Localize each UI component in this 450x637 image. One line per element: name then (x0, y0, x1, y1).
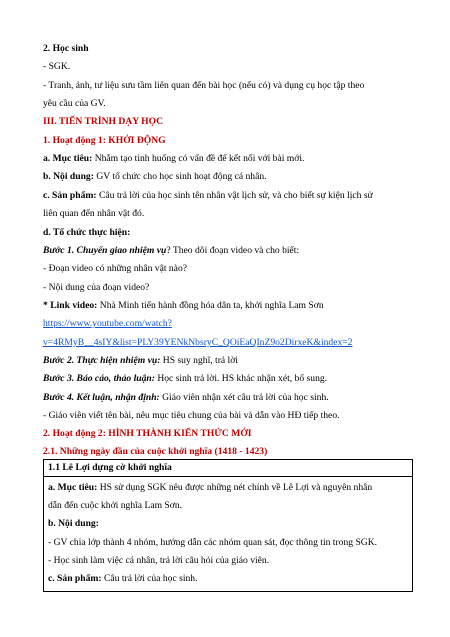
activity1-title: 1. Hoạt động 1: KHỞI ĐỘNG (43, 135, 166, 146)
table-muc-tieu-cont: dẫn đến cuộc khởi nghĩa Lam Sơn. (48, 500, 183, 511)
table-san-pham: c. Sản phẩm: Câu trả lời của học sinh. (48, 573, 198, 584)
activity1-to-chuc: d. Tổ chức thực hiện: (43, 227, 131, 238)
table-header: 1.1 Lê Lợi dựng cờ khởi nghĩa (48, 462, 172, 473)
activity2-subtitle: 2.1. Những ngày đầu của cuộc khởi nghĩa (1418 - 1423) (43, 446, 268, 457)
content-table (43, 459, 413, 592)
step1: Bước 1. Chuyển giao nhiệm vụ? Theo dõi đoạn video và cho biết: (43, 245, 300, 256)
activity1-san-pham: c. Sản phẩm: Câu trả lời của học sinh tên nhân vật lịch sử, và cho biết sự kiện lịch sử (43, 190, 373, 201)
activity1-noi-dung: b. Nội dung: GV tổ chức cho học sinh hoạt động cá nhân. (43, 171, 267, 182)
step1-question1: - Đoạn video có những nhân vật nào? (43, 263, 187, 274)
table-noi-dung-line1: - GV chia lớp thành 4 nhóm, hướng dẫn các nhóm quan sát, đọc thông tin trong SGK. (48, 537, 378, 548)
step1-question2: - Nội dung của đoạn video? (43, 282, 150, 293)
step3: Bước 3. Báo cáo, thảo luận: Học sinh trả lời. HS khác nhận xét, bổ sung. (43, 373, 328, 384)
step4: Bước 4. Kết luận, nhận định: Giáo viên nhận xét câu trả lời của học sinh. (43, 392, 329, 403)
teacher-note: - Giáo viên viết tên bài, nêu mục tiêu chung của bài và dẫn vào HĐ tiếp theo. (43, 410, 340, 421)
table-muc-tieu: a. Mục tiêu: HS sử dụng SGK nêu được những nét chính về Lê Lợi và nguyên nhân (48, 482, 373, 493)
activity1-muc-tieu: a. Mục tiêu: Nhằm tạo tình huống có vấn đề để kết nối với bài mới. (43, 153, 305, 164)
table-noi-dung-line2: - Học sinh làm việc cá nhân, trả lời câu hỏi của giáo viên. (48, 555, 270, 566)
section-tien-trinh: III. TIẾN TRÌNH DẠY HỌC (43, 116, 164, 127)
hoc-sinh-tranh-line1: - Tranh, ảnh, tư liệu sưu tầm liên quan đến bài học (nếu có) và dụng cụ học tập theo (43, 80, 365, 91)
video-url-line1[interactable]: https://www.youtube.com/watch? (43, 318, 172, 329)
video-url-line2[interactable]: v=4RMyB__4sIY&list=PLY39YENkNbsryC_QOiEaQInZ9o2DirxeK&index=2 (43, 337, 353, 348)
video-link-label: * Link video: Nhà Minh tiến hành đồng hóa dân ta, khởi nghĩa Lam Sơn (43, 300, 324, 311)
hoc-sinh-sgk: - SGK. (43, 61, 71, 72)
section-hoc-sinh-title: 2. Học sinh (43, 43, 89, 54)
activity1-san-pham-cont: liên quan đến nhân vật đó. (43, 208, 145, 219)
activity2-title: 2. Hoạt động 2: HÌNH THÀNH KIẾN THỨC MỚI (43, 428, 252, 439)
step2: Bước 2. Thực hiện nhiệm vụ: HS suy nghĩ, trả lời (43, 355, 238, 366)
hoc-sinh-tranh-line2: yêu cầu của GV. (43, 98, 106, 109)
table-noi-dung: b. Nội dung: (48, 518, 99, 529)
table-divider (44, 476, 412, 477)
